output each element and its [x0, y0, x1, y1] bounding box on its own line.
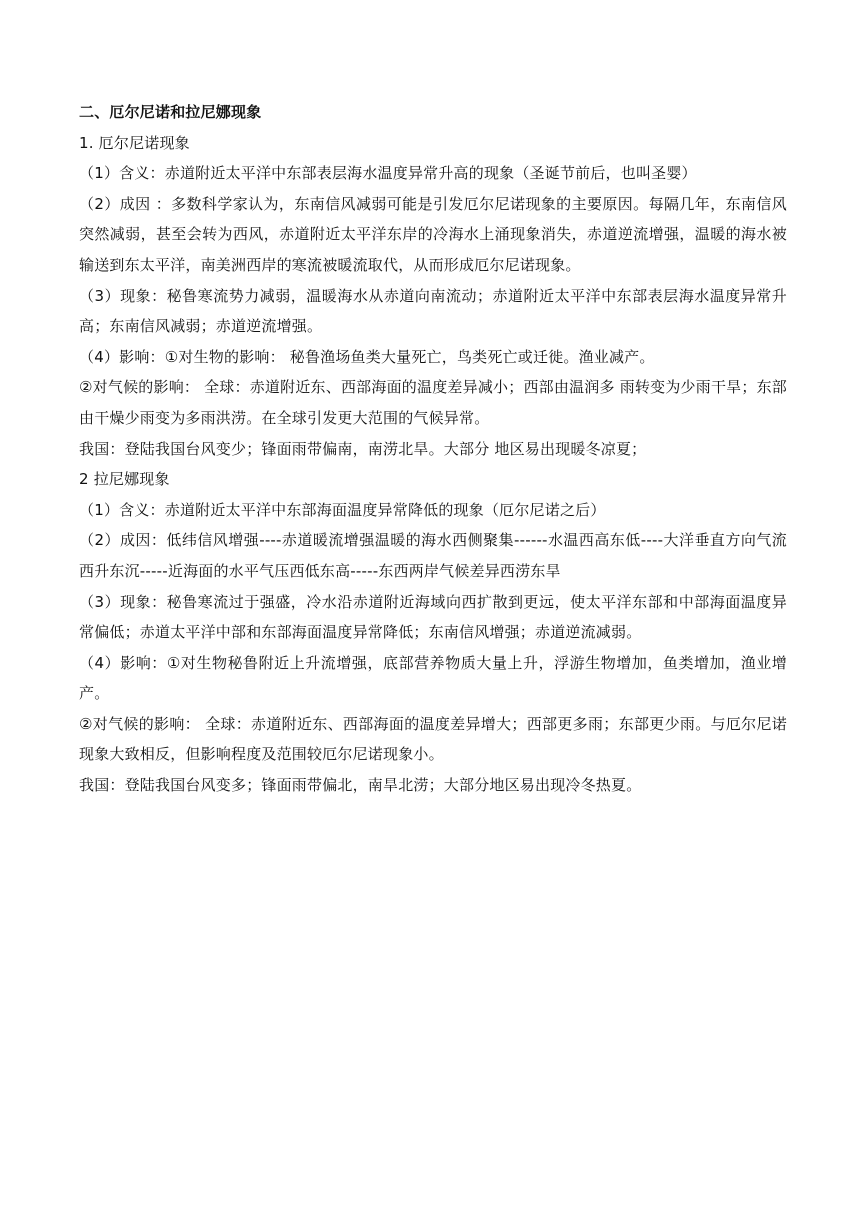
el-nino-impact-biology: （4）影响：①对生物的影响： 秘鲁渔场鱼类大量死亡，鸟类死亡或迁徙。渔业减产。 [79, 347, 655, 366]
la-nina-impact-climate: ②对气候的影响： 全球：赤道附近东、西部海面的温度差异增大；西部更多雨；东部更少雨。与厄尔尼诺现象大致相反，但影响程度及范围较厄尔尼诺现象小。 [79, 714, 787, 764]
la-nina-title: 2 拉尼娜现象 [79, 470, 170, 489]
el-nino-title: 1. 厄尔尼诺现象 [79, 133, 190, 152]
la-nina-phenomenon: （3）现象：秘鲁寒流过于强盛，冷水沿赤道附近海域向西扩散到更远，使太平洋东部和中部海面温度异常偏低；赤道太平洋中部和东部海面温度异常降低；东南信风增强；赤道逆流减弱。 [79, 592, 787, 642]
section-title: 二、厄尔尼诺和拉尼娜现象 [79, 103, 262, 121]
el-nino-cause: （2）成因 ：多数科学家认为，东南信风减弱可能是引发厄尔尼诺现象的主要原因。每隔几年，东南信风突然减弱，甚至会转为西风，赤道附近太平洋东岸的冷海水上涌现象消失，赤道逆流增强，温暖的海水被输送到东太平洋，南美洲西岸的寒流被暖流取代，从而形成厄尔尼诺现象。 [79, 194, 787, 274]
la-nina-impact-biology: （4）影响：①对生物秘鲁附近上升流增强，底部营养物质大量上升，浮游生物增加，鱼类增加，渔业增产。 [79, 653, 787, 703]
la-nina-definition: （1）含义：赤道附近太平洋中东部海面温度异常降低的现象（厄尔尼诺之后） [79, 500, 606, 519]
el-nino-definition: （1）含义：赤道附近太平洋中东部表层海水温度异常升高的现象（圣诞节前后，也叫圣婴） [79, 164, 697, 183]
la-nina-cause: （2）成因：低纬信风增强----赤道暖流增强温暖的海水西侧聚集------水温西高东低----大洋垂直方向气流西升东沉-----近海面的水平气压西低东高-----东西两岸气候差异西涝东旱 [79, 531, 787, 580]
el-nino-impact-china: 我国：登陆我国台风变少；锋面雨带偏南，南涝北旱。大部分 地区易出现暖冬凉夏； [79, 439, 647, 458]
la-nina-impact-china: 我国：登陆我国台风变多；锋面雨带偏北，南旱北涝；大部分地区易出现冷冬热夏。 [79, 776, 642, 795]
el-nino-impact-climate: ②对气候的影响： 全球：赤道附近东、西部海面的温度差异减小；西部由温润多 雨转变为少雨干旱；东部由干燥少雨变为多雨洪涝。在全球引发更大范围的气候异常。 [79, 378, 787, 427]
el-nino-phenomenon: （3）现象：秘鲁寒流势力减弱，温暖海水从赤道向南流动；赤道附近太平洋中东部表层海水温度异常升高；东南信风减弱；赤道逆流增强。 [79, 286, 787, 336]
document-page [79, 97, 787, 801]
